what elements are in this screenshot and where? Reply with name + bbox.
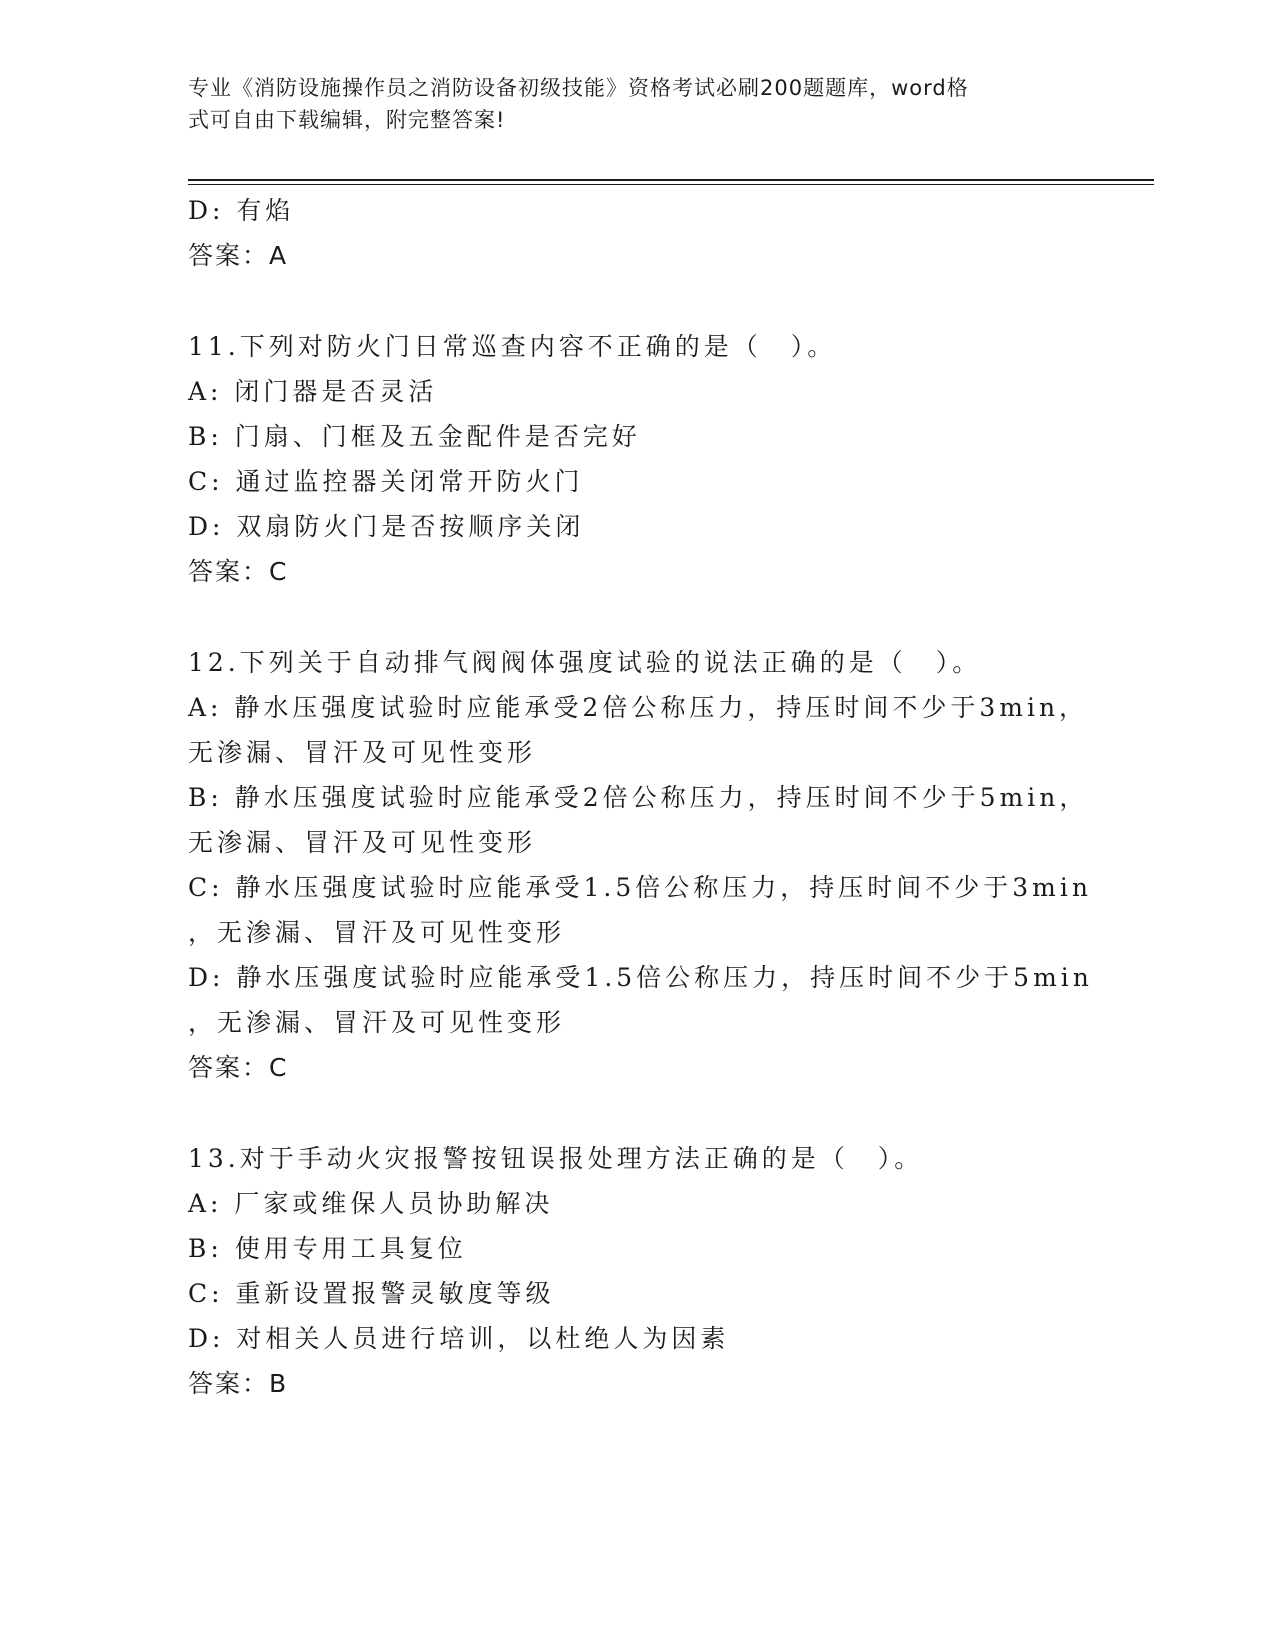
question-title: 12.下列关于自动排气阀阀体强度试验的说法正确的是（ ）。 [188,648,982,677]
option-c: C: 通过监控器关闭常开防火门 [188,467,584,496]
option-d-line-1: D: 静水压强度试验时应能承受1.5倍公称压力，持压时间不少于5min [188,963,1093,992]
option-a-line-1: A: 静水压强度试验时应能承受2倍公称压力，持压时间不少于3min， [188,693,1089,722]
answer: 答案：C [188,1053,289,1082]
question-12 [188,640,1093,1090]
prev-answer: 答案：A [188,241,289,270]
option-a-line-2: 无渗漏、冒汗及可见性变形 [188,738,537,767]
option-b: B: 门扇、门框及五金配件是否完好 [188,422,641,451]
option-d: D: 对相关人员进行培训，以杜绝人为因素 [188,1324,730,1353]
question-title: 11.下列对防火门日常巡查内容不正确的是（ ）。 [188,332,837,361]
option-a: A: 闭门器是否灵活 [188,377,438,406]
prev-option-d: D: 有焰 [188,196,295,225]
header-rule-thin [188,184,1154,185]
option-a: A: 厂家或维保人员协助解决 [188,1189,554,1218]
header-rule-thick [188,179,1154,181]
question-13 [188,1136,1088,1406]
option-b-line-2: 无渗漏、冒汗及可见性变形 [188,828,537,857]
document-header [188,72,1068,136]
option-d-line-2: ，无渗漏、冒汗及可见性变形 [188,1008,566,1037]
answer: 答案：B [188,1369,289,1398]
question-title: 13.对于手动火灾报警按钮误报处理方法正确的是（ ）。 [188,1144,924,1173]
option-b: B: 使用专用工具复位 [188,1234,467,1263]
option-b-line-1: B: 静水压强度试验时应能承受2倍公称压力，持压时间不少于5min， [188,783,1089,812]
option-c-line-2: ，无渗漏、冒汗及可见性变形 [188,918,566,947]
option-d: D: 双扇防火门是否按顺序关闭 [188,512,585,541]
option-c-line-1: C: 静水压强度试验时应能承受1.5倍公称压力，持压时间不少于3min [188,873,1092,902]
question-content [188,188,1093,1406]
option-c: C: 重新设置报警灵敏度等级 [188,1279,555,1308]
question-11 [188,324,1088,594]
answer: 答案：C [188,557,289,586]
header-line-2: 式可自由下载编辑，附完整答案! [188,108,506,132]
header-line-1: 专业《消防设施操作员之消防设备初级技能》资格考试必刷200题题库，word格 [188,76,969,100]
